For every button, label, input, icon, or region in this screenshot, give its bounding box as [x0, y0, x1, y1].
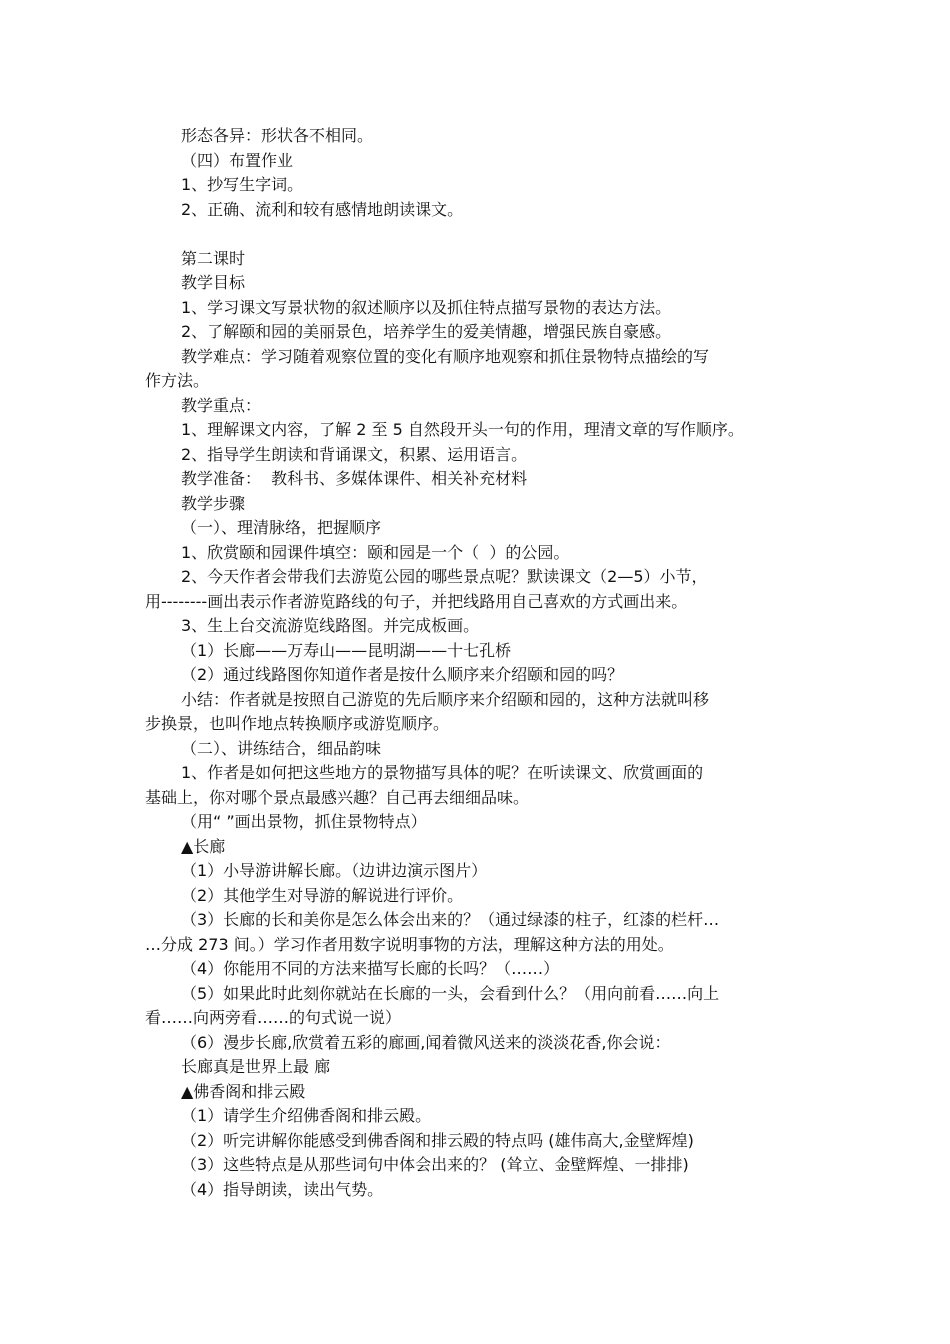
text-line: 3、生上台交流游览线路图。并完成板画。 [181, 616, 480, 635]
text-line: 2、指导学生朗读和背诵课文，积累、运用语言。 [181, 444, 528, 464]
text-line: 1、抄写生字词。 [181, 175, 304, 194]
text-line: （二）、讲练结合，细品韵味 [181, 738, 382, 758]
subsection-heading: ▲佛香阁和排云殿 [181, 1081, 306, 1101]
text-line: 2、今天作者会带我们去游览公园的哪些景点呢？默读课文（2—5）小节， [181, 567, 708, 586]
text-line: （一）、理清脉络，把握顺序 [181, 518, 382, 537]
text-line: 1、学习课文写景状物的叙述顺序以及抓住特点描写景物的表达方法。 [181, 297, 672, 317]
section-heading: 教学步骤 [181, 493, 246, 513]
text-line: （6）漫步长廊,欣赏着五彩的廊画,闻着微风送来的淡淡花香,你会说： [181, 1032, 671, 1052]
section-heading: 教学目标 [181, 273, 246, 292]
text-line: （3）这些特点是从那些词句中体会出来的？ (耸立、金壁辉煌、一排排) [181, 1155, 689, 1174]
text-line: 1、理解课文内容，了解 2 至 5 自然段开头一句的作用，理清文章的写作顺序。 [181, 420, 744, 439]
text-line: （1）长廊——万寿山——昆明湖——十七孔桥 [181, 640, 512, 660]
text-line: （4）指导朗读，读出气势。 [181, 1179, 384, 1199]
subsection-heading: ▲长廊 [181, 836, 226, 856]
text-line: （用“ ”画出景物，抓住景物特点） [181, 812, 427, 831]
blank-line [145, 222, 815, 247]
text-line: 看……向两旁看……的句式说一说） [145, 1008, 402, 1027]
text-line: 2、正确、流利和较有感情地朗读课文。 [181, 199, 464, 219]
text-line: （3）长廊的长和美你是怎么体会出来的？（通过绿漆的柱子，红漆的栏杆… [181, 910, 720, 929]
text-line: （5）如果此时此刻你就站在长廊的一头，会看到什么？（用向前看……向上 [181, 983, 720, 1003]
text-line: 2、了解颐和园的美丽景色，培养学生的爱美情趣，增强民族自豪感。 [181, 322, 672, 341]
lesson-heading: 第二课时 [181, 248, 246, 268]
text-line: （1）请学生介绍佛香阁和排云殿。 [181, 1106, 432, 1125]
text-line: 长廊真是世界上最 廊 [181, 1057, 331, 1076]
document-body [145, 124, 815, 1202]
text-line: 1、欣赏颐和园课件填空：颐和园是一个（ ）的公园。 [181, 542, 570, 562]
text-line: 作方法。 [145, 371, 210, 390]
text-line: （2）通过线路图你知道作者是按什么顺序来介绍颐和园的吗？ [181, 665, 624, 684]
text-line: （4）你能用不同的方法来描写长廊的长吗？（……） [181, 959, 560, 978]
text-line: 步换景，也叫作地点转换顺序或游览顺序。 [145, 714, 450, 733]
text-line: 用--------画出表示作者游览路线的句子，并把线路用自己喜欢的方式画出来。 [145, 591, 688, 611]
text-line: （2）其他学生对导游的解说进行评价。 [181, 885, 464, 905]
text-line: （1）小导游讲解长廊。（边讲边演示图片） [181, 861, 488, 880]
text-line: 教学难点：学习随着观察位置的变化有顺序地观察和抓住景物特点描绘的写 [181, 346, 710, 366]
text-line: 基础上，你对哪个景点最感兴趣？自己再去细细品味。 [145, 787, 530, 807]
section-heading: 教学重点： [181, 395, 262, 415]
text-line: 形态各异：形状各不相同。 [181, 126, 374, 145]
section-heading: （四）布置作业 [181, 150, 294, 170]
text-line: …分成 273 间。）学习作者用数字说明事物的方法，理解这种方法的用处。 [145, 934, 674, 954]
text-line: 小结：作者就是按照自己游览的先后顺序来介绍颐和园的，这种方法就叫移 [181, 689, 710, 709]
text-line: （2）听完讲解你能感受到佛香阁和排云殿的特点吗 (雄伟高大,金壁辉煌) [181, 1130, 694, 1150]
text-line: 教学准备： 教科书、多媒体课件、相关补充材料 [181, 469, 528, 488]
text-line: 1、作者是如何把这些地方的景物描写具体的呢？在听读课文、欣赏画面的 [181, 763, 704, 782]
